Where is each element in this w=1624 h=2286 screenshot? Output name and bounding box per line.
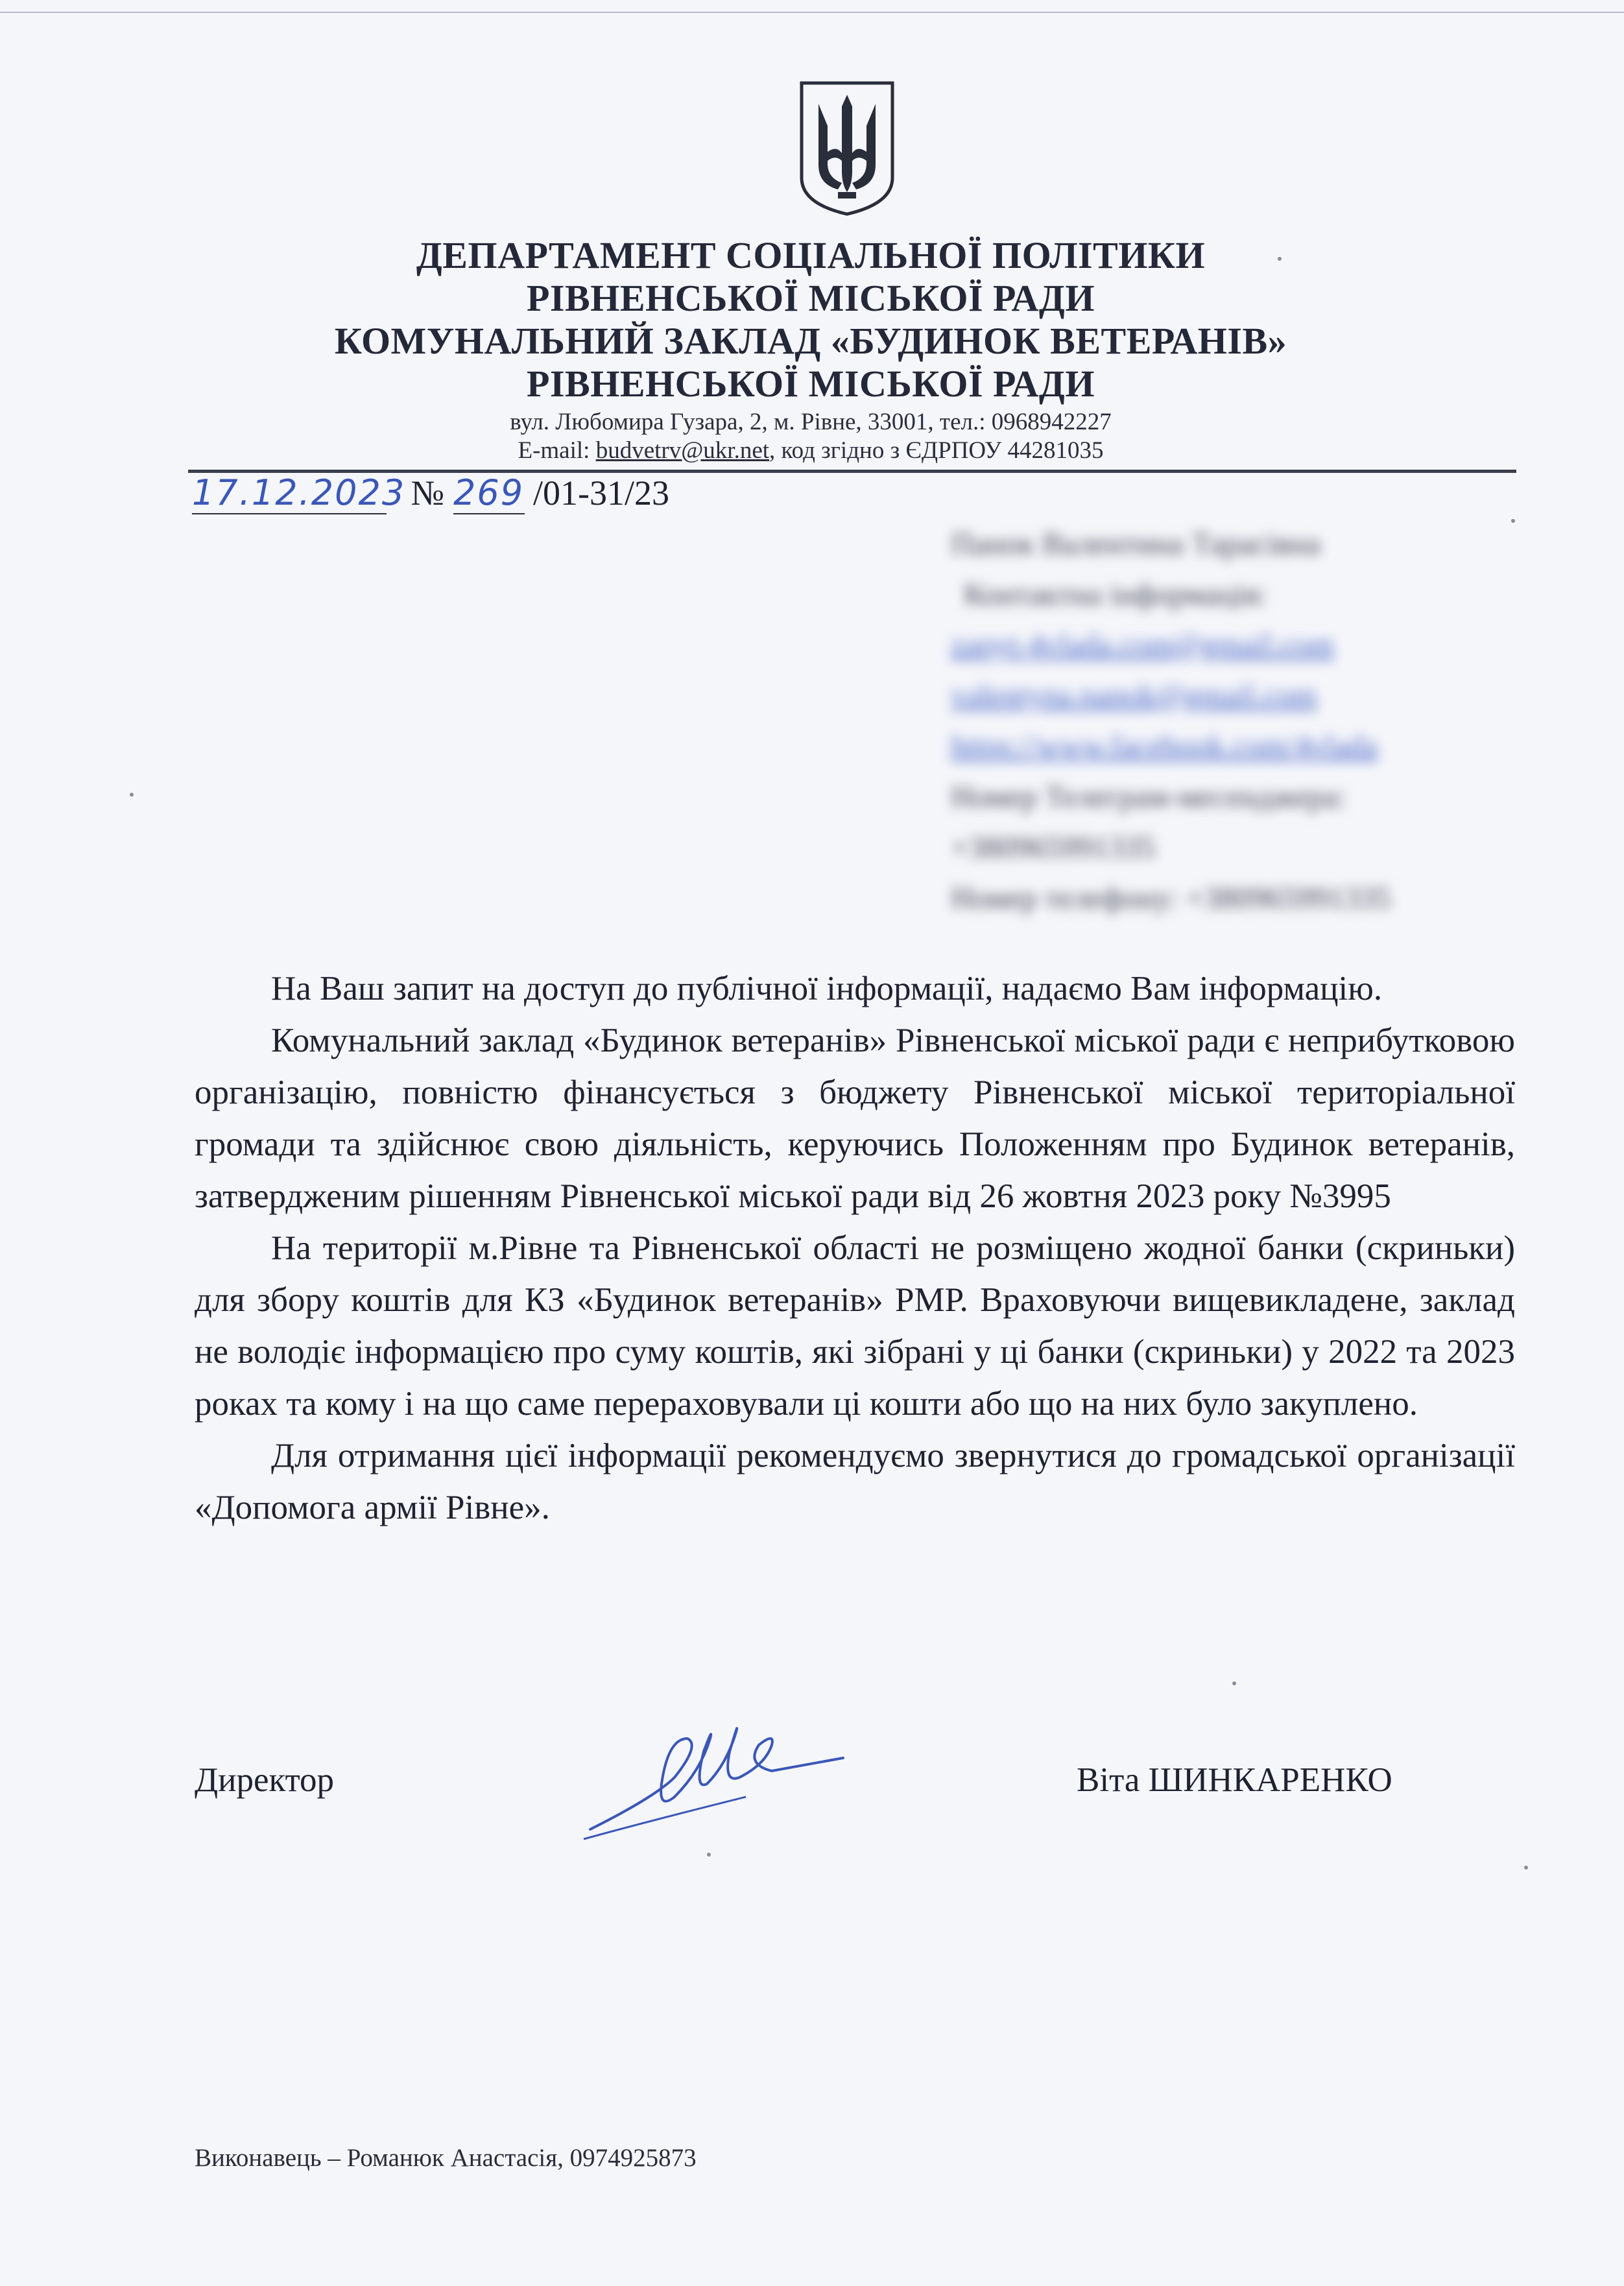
paragraph-3: На території м.Рівне та Рівненської області не розміщено жодної банки (скриньки) для збору коштів для КЗ «Будинок ветеранів» РМР. Враховуючи вищевикладене, заклад не володіє інформацією про суму коштів, які зібрані у ці банки (скриньки) у 2022 та 2023 роках та кому і на що саме перераховували ці кошти або що на них було закуплено. <box>195 1229 1515 1423</box>
registration-line <box>192 472 669 524</box>
scan-speck <box>1524 1866 1528 1870</box>
paragraph-1: На Ваш запит на доступ до публічної інформації, надаємо Вам інформацію. <box>271 970 1383 1007</box>
scan-speck <box>1278 257 1282 261</box>
coat-of-arms-icon <box>799 80 895 217</box>
paragraph-2: Комунальний заклад «Будинок ветеранів» Рівненської міської ради є неприбутковою організацію, повністю фінансується з бюджету Рівненської міської територіальної громади та здійснює свою діяльність, керуючись Положенням про Будинок ветеранів, затвердженим рішенням Рівненської міської ради від 26 жовтня 2023 року №3995 <box>195 1022 1515 1215</box>
signatory-name: Віта ШИНКАРЕНКО <box>1077 1761 1392 1799</box>
scan-speck <box>707 1853 711 1857</box>
registration-number: 269 <box>453 472 525 513</box>
header-line-4: РІВНЕНСЬКОЇ МІСЬКОЇ РАДИ <box>527 363 1095 405</box>
recipient-contact-label: Контактна інформація: <box>964 577 1268 612</box>
signatory-position: Директор <box>195 1761 335 1799</box>
executor-line: Виконавець – Романюк Анастасія, 0974925873 <box>195 2144 697 2172</box>
letter-body <box>195 963 1515 1534</box>
registration-date: 17.12.2023 <box>192 472 406 513</box>
recipient-telegram: +380965991335 <box>951 830 1156 865</box>
recipient-name: Панок Валентина Тарасівна <box>951 527 1321 561</box>
header-line-1: ДЕПАРТАМЕНТ СОЦІАЛЬНОЇ ПОЛІТИКИ <box>416 234 1206 276</box>
number-sign: № <box>411 474 445 512</box>
recipient-phone: Номер телефону: +380965991335 <box>951 881 1391 915</box>
recipient-telegram-label: Номер Телеграм-месенджера: <box>951 780 1346 814</box>
recipient-facebook: https://www.facebook.com/4vlada <box>951 729 1378 764</box>
recipient-email-2: valentyna.panok@gmail.com <box>951 679 1317 713</box>
scan-speck <box>1232 1681 1236 1685</box>
scan-speck <box>130 793 134 797</box>
header-line-2: РІВНЕНСЬКОЇ МІСЬКОЇ РАДИ <box>527 277 1095 319</box>
scan-speck <box>1511 519 1515 523</box>
paragraph-4: Для отримання цієї інформації рекомендуємо звернутися до громадської організації «Допомога армії Рівне». <box>195 1437 1515 1526</box>
recipient-email-1: zapyt-4vlada.com@gmail.com <box>951 628 1334 662</box>
edrpou-code: , код згідно з ЄДРПОУ 44281035 <box>769 437 1104 464</box>
registration-suffix: /01-31/23 <box>533 474 670 512</box>
scan-edge-line <box>0 12 1624 13</box>
handwritten-signature <box>577 1700 850 1842</box>
email-prefix: E-mail: <box>518 437 596 464</box>
header-line-3: КОМУНАЛЬНИЙ ЗАКЛАД «БУДИНОК ВЕТЕРАНІВ» <box>334 320 1287 362</box>
email-line <box>363 437 1258 464</box>
recipient-block <box>951 519 1522 921</box>
email-link[interactable]: budvetrv@ukr.net <box>595 437 770 464</box>
address-line: вул. Любомира Гузара, 2, м. Рівне, 33001, тел.: 0968942227 <box>510 409 1112 435</box>
